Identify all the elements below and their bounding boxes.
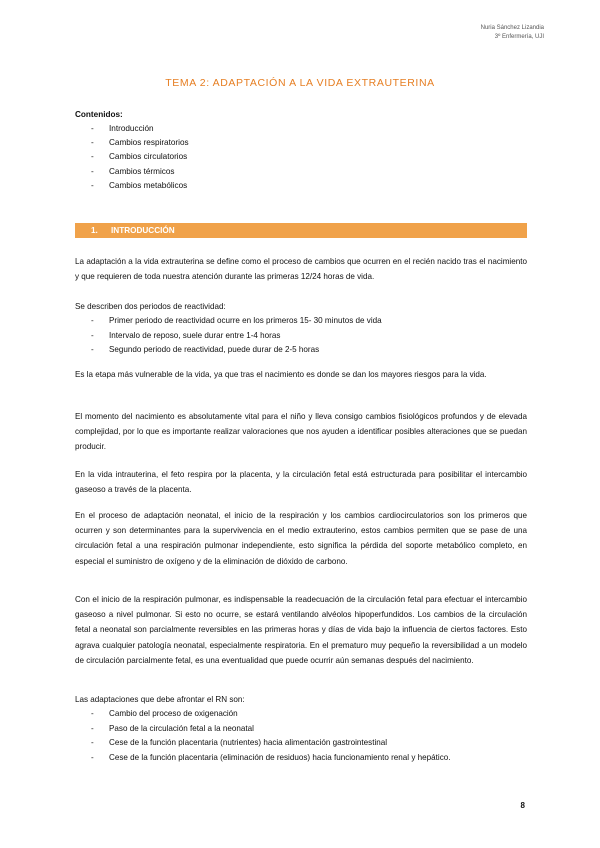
contents-item: - Cambios térmicos <box>91 166 175 176</box>
page-header <box>481 24 544 42</box>
list-item: - Cambio del proceso de oxigenación <box>91 709 238 719</box>
contents-item: - Cambios respiratorios <box>91 138 189 148</box>
list-item: - Cese de la función placentaria (nutrientes) hacia alimentación gastrointestinal <box>91 738 388 748</box>
paragraph: La adaptación a la vida extrauterina se define como el proceso de cambios que ocurren en el recién nacido tras el nacimiento y que requieren de toda nuestra atención durante las primeras 12/24 horas de vida. <box>75 257 527 282</box>
paragraph: El momento del nacimiento es absolutamente vital para el niño y lleva consigo cambios fisiológicos profundos y de elevada complejidad, por lo que es importante realizar valoraciones que nos ayuden a identificar posibles alteraciones que se puedan producir. <box>75 412 527 452</box>
contents-label: Contenidos: <box>75 110 123 119</box>
page-title: TEMA 2: ADAPTACIÓN A LA VIDA EXTRAUTERINA <box>165 77 435 89</box>
paragraph: Las adaptaciones que debe afrontar el RN son: <box>75 695 245 704</box>
paragraph: Se describen dos periodos de reactividad: <box>75 302 226 311</box>
contents-item: - Cambios metabólicos <box>91 180 188 190</box>
contents-item: - Introducción <box>91 124 154 133</box>
section-number: 1. <box>91 226 98 235</box>
list-item: - Intervalo de reposo, suele durar entre 1-4 horas <box>91 330 281 340</box>
paragraph: En el proceso de adaptación neonatal, el inicio de la respiración y los cambios cardiocirculatorios son los primeros que ocurren y son determinantes para la supervivencia en el medio extrauterino, estos cambios permiten que se pase de una circulación fetal a una respiración pulmonar independiente, esto significa la pérdida del soporte metabólico completo, en especial el suministro de oxígeno y de la eliminación de dióxido de carbono. <box>75 511 527 566</box>
paragraph: En la vida intrauterina, el feto respira por la placenta, y la circulación fetal está estructurada para posibilitar el intercambio gaseoso a través de la placenta. <box>75 470 527 495</box>
list-item: - Segundo periodo de reactividad, puede durar de 2-5 horas <box>91 345 320 355</box>
page-number: 8 <box>520 801 525 810</box>
section-title: INTRODUCCIÓN <box>111 226 175 235</box>
section-heading <box>75 223 527 238</box>
list-item: - Primer periodo de reactividad ocurre en los primeros 15- 30 minutos de vida <box>91 316 382 326</box>
header-author: Nuria Sánchez Lizandia <box>480 25 544 31</box>
paragraph: Es la etapa más vulnerable de la vida, ya que tras el nacimiento es donde se dan los mayores riesgos para la vida. <box>75 370 487 379</box>
adaptations-list <box>75 692 527 766</box>
reactivity-periods <box>75 299 527 358</box>
header-course: 3º Enfermería, UJI <box>494 34 544 40</box>
list-item: - Paso de la circulación fetal a la neonatal <box>91 723 254 733</box>
contents-item: - Cambios circulatorios <box>91 152 188 162</box>
contents-list <box>75 110 189 193</box>
list-item: - Cese de la función placentaria (eliminación de residuos) hacia funcionamiento renal y hepático. <box>91 752 451 762</box>
paragraph: Con el inicio de la respiración pulmonar, es indispensable la readecuación de la circulación fetal para efectuar el intercambio gaseoso a nivel pulmonar. Si esto no ocurre, se estará ventilando alvéolos hipoperfundidos. Los cambios de la circulación fetal a neonatal son parcialmente reversibles en las primeras horas y días de vida bajo la influencia de ciertos factores. Esto agrava cualquier patología neonatal, especialmente respiratoria. En el prematuro muy pequeño la reversibilidad a un modelo de circulación parcialmente fetal, es una eventualidad que puede ocurrir aún semanas después del nacimiento. <box>75 595 527 665</box>
